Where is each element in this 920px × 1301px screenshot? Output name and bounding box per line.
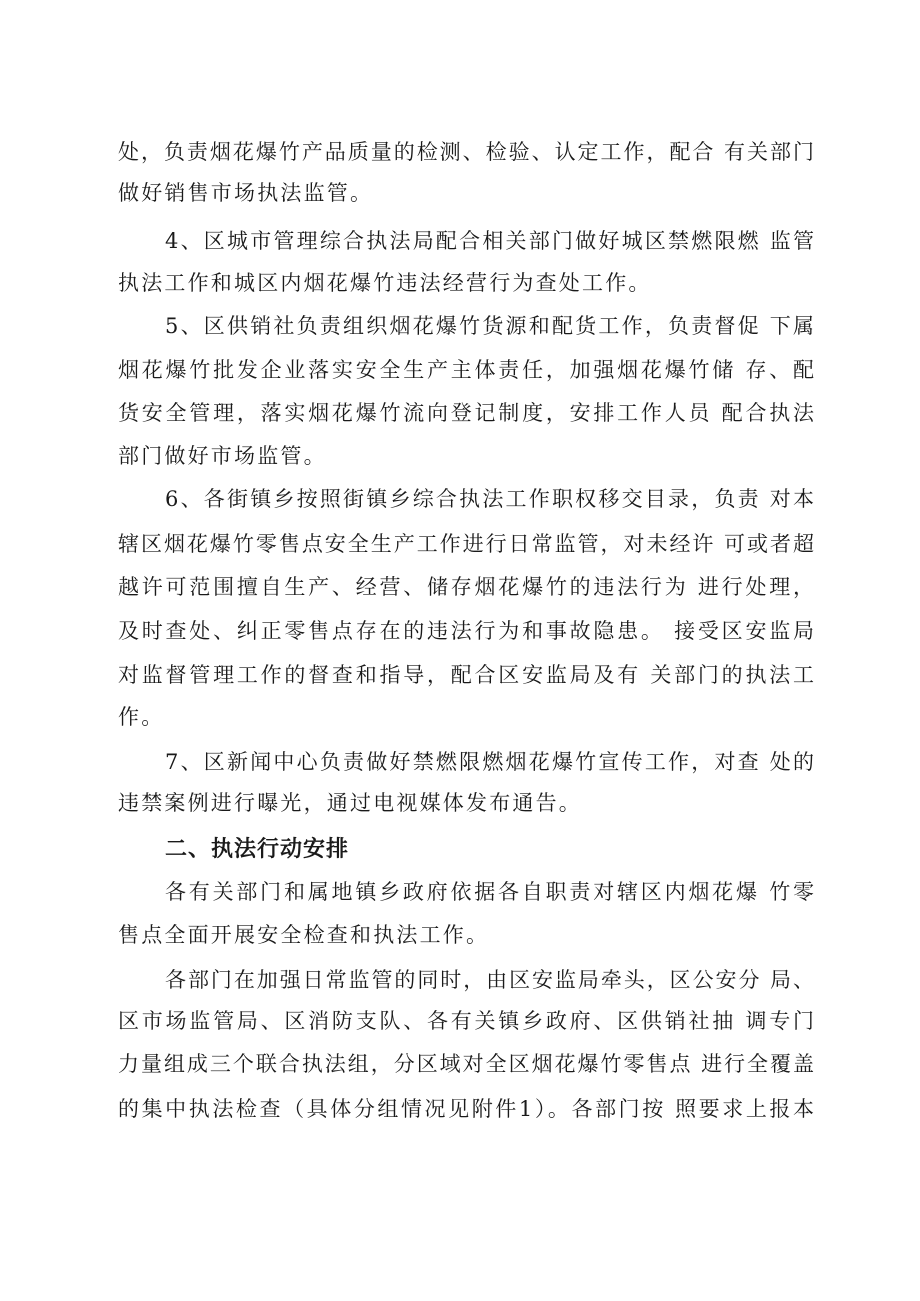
paragraph-line: 4、区城市管理综合执法局配合相关部门做好城区禁燃限燃 监管 <box>165 229 814 253</box>
paragraph-line: 售点全面开展安全检查和执法工作。 <box>118 923 490 947</box>
paragraph-line: 越许可范围擅自生产、经营、储存烟花爆竹的违法行为 进行处理， <box>118 575 814 599</box>
paragraph-line: 做好销售市场执法监管。 <box>118 181 374 205</box>
paragraph-line: 及时查处、纠正零售点存在的违法行为和事故隐患。 接受区安监局 <box>118 619 814 643</box>
paragraph-line: 对监督管理工作的督查和指导，配合区安监局及有 关部门的执法工 <box>118 663 814 687</box>
paragraph-line: 违禁案例进行曝光，通过电视媒体发布通告。 <box>118 791 582 815</box>
paragraph-line: 辖区烟花爆竹零售点安全生产工作进行日常监管，对未经许 可或者超 <box>118 532 814 556</box>
paragraph-line: 作。 <box>118 705 165 729</box>
paragraph-line: 5、区供销社负责组织烟花爆竹货源和配货工作，负责督促 下属 <box>165 314 814 338</box>
paragraph-line: 7、区新闻中心负责做好禁燃限燃烟花爆竹宣传工作，对查 处的 <box>165 750 814 774</box>
section-heading: 二、执法行动安排 <box>165 837 350 862</box>
paragraph-line: 货安全管理，落实烟花爆竹流向登记制度，安排工作人员 配合执法 <box>118 401 814 425</box>
paragraph-line: 各有关部门和属地镇乡政府依据各自职责对辖区内烟花爆 竹零 <box>165 880 814 904</box>
paragraph-line: 各部门在加强日常监管的同时，由区安监局牵头，区公安分 局、 <box>165 968 814 992</box>
paragraph-line: 处，负责烟花爆竹产品质量的检测、检验、认定工作，配合 有关部门 <box>118 140 814 164</box>
paragraph-line: 部门做好市场监管。 <box>118 444 327 468</box>
paragraph-line: 执法工作和城区内烟花爆竹违法经营行为查处工作。 <box>118 271 652 295</box>
paragraph-line: 6、各街镇乡按照街镇乡综合执法工作职权移交目录，负责 对本 <box>165 487 814 511</box>
paragraph-line: 区市场监管局、区消防支队、各有关镇乡政府、区供销社抽 调专门 <box>118 1009 814 1033</box>
paragraph-line: 的集中执法检查（具体分组情况见附件1）。各部门按 照要求上报本 <box>118 1097 814 1121</box>
paragraph-line: 力量组成三个联合执法组，分区域对全区烟花爆竹零售点 进行全覆盖 <box>118 1052 814 1076</box>
paragraph-line: 烟花爆竹批发企业落实安全生产主体责任，加强烟花爆竹储 存、配 <box>118 358 814 382</box>
